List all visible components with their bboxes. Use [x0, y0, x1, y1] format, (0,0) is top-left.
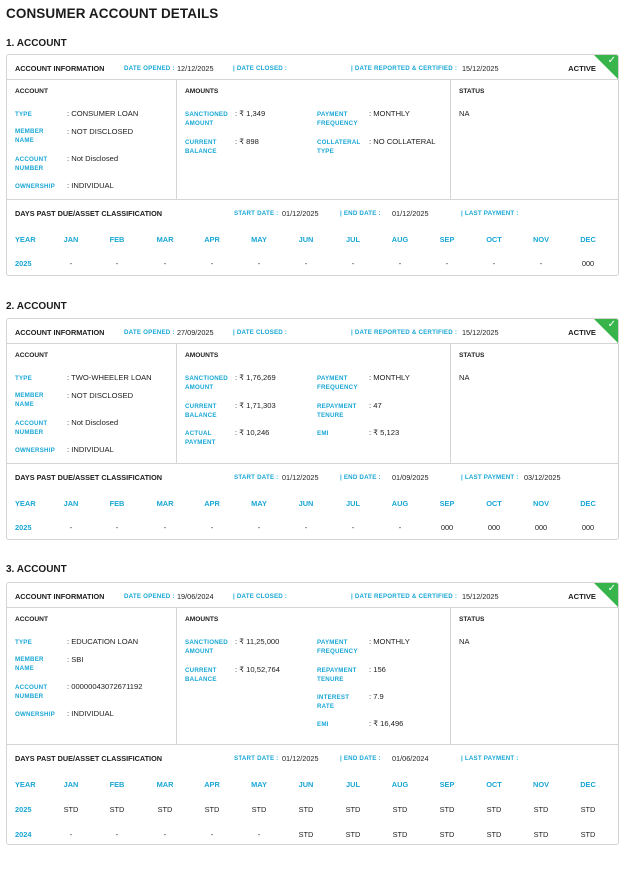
check-icon: ✓	[607, 55, 616, 66]
account-number-value: : Not Disclosed	[67, 418, 119, 427]
month-header-jul: JUL	[346, 235, 360, 244]
payment-frequency-value: : MONTHLY	[369, 109, 410, 118]
date-opened-label: DATE OPENED :	[124, 593, 175, 600]
sanctioned-amount-label: SANCTIONED AMOUNT	[185, 111, 228, 127]
month-header-may: MAY	[251, 235, 267, 244]
ownership-value: : INDIVIDUAL	[67, 709, 114, 718]
dpd-cell: STD	[345, 830, 361, 839]
date-reported-value: 15/12/2025	[462, 328, 499, 337]
date-closed-label: | DATE CLOSED :	[233, 593, 288, 600]
emi-label: EMI	[317, 430, 329, 437]
month-header-oct: OCT	[486, 499, 502, 508]
month-header-oct: OCT	[486, 235, 502, 244]
month-header-jan: JAN	[63, 235, 79, 244]
date-closed-label: | DATE CLOSED :	[233, 329, 288, 336]
account-column-head: ACCOUNT	[15, 352, 48, 359]
check-icon: ✓	[607, 319, 616, 330]
member-name-label: MEMBER NAME	[15, 128, 44, 144]
year-header: YEAR	[15, 499, 36, 508]
date-reported-value: 15/12/2025	[462, 592, 499, 601]
current-balance-label: CURRENT BALANCE	[185, 403, 217, 419]
dpd-cell: -	[69, 259, 73, 268]
dpd-cell: STD	[204, 805, 220, 814]
emi-value: : ₹ 5,123	[369, 428, 400, 437]
month-header-sep: SEP	[439, 499, 455, 508]
dpd-cell: -	[210, 259, 214, 268]
status-column-head: STATUS	[459, 88, 485, 95]
end-date-value: 01/06/2024	[392, 754, 429, 763]
account-information-label: ACCOUNT INFORMATION	[15, 592, 105, 601]
dpd-cell: STD	[486, 830, 502, 839]
member-name-value: : NOT DISCLOSED	[67, 127, 134, 136]
account-details	[7, 80, 618, 200]
current-balance-label: CURRENT BALANCE	[185, 139, 217, 155]
dpd-cell: -	[257, 830, 261, 839]
ownership-value: : INDIVIDUAL	[67, 445, 114, 454]
payment-frequency-label: PAYMENT FREQUENCY	[317, 639, 358, 655]
dpd-cell: STD	[439, 805, 455, 814]
account-card-2	[6, 318, 619, 540]
account-column	[7, 80, 177, 199]
payment-frequency-label: PAYMENT FREQUENCY	[317, 111, 358, 127]
account-number-label: ACCOUNT NUMBER	[15, 684, 48, 700]
member-name-label: MEMBER NAME	[15, 392, 44, 408]
dpd-cell: -	[445, 259, 449, 268]
dpd-cell: -	[351, 259, 355, 268]
status-badge: ACTIVE	[568, 592, 596, 601]
dpd-header-row	[7, 464, 618, 489]
date-opened-value: 27/09/2025	[177, 328, 214, 337]
month-header-feb: FEB	[109, 235, 125, 244]
repayment-tenure-label: REPAYMENT TENURE	[317, 403, 357, 419]
sanctioned-amount-label: SANCTIONED AMOUNT	[185, 375, 228, 391]
sanctioned-amount-value: : ₹ 11,25,000	[235, 637, 280, 646]
dpd-cell: -	[398, 523, 402, 532]
account-column-head: ACCOUNT	[15, 616, 48, 623]
dpd-cell: -	[115, 830, 119, 839]
year-2024: 2024	[15, 830, 32, 839]
sanctioned-amount-value: : ₹ 1,76,269	[235, 373, 276, 382]
account-number-value: : Not Disclosed	[67, 154, 119, 163]
month-header-sep: SEP	[439, 780, 455, 789]
status-column	[450, 344, 619, 463]
account-information-row	[7, 55, 618, 80]
dpd-cell: -	[210, 523, 214, 532]
month-header-sep: SEP	[439, 235, 455, 244]
date-reported-label: | DATE REPORTED & CERTIFIED :	[351, 329, 458, 336]
dpd-cell: -	[398, 259, 402, 268]
last-payment-label: | LAST PAYMENT :	[461, 755, 519, 762]
emi-value: : ₹ 16,496	[369, 719, 404, 728]
dpd-cell: -	[115, 259, 119, 268]
dpd-label: DAYS PAST DUE/ASSET CLASSIFICATION	[15, 209, 163, 218]
account-information-label: ACCOUNT INFORMATION	[15, 64, 105, 73]
dpd-cell: -	[163, 259, 167, 268]
last-payment-value: 03/12/2025	[524, 473, 561, 482]
month-header-jul: JUL	[346, 780, 360, 789]
last-payment-label: | LAST PAYMENT :	[461, 474, 519, 481]
member-name-value: : SBI	[67, 655, 84, 664]
member-name-label: MEMBER NAME	[15, 656, 44, 672]
amounts-column	[176, 344, 450, 463]
month-header-apr: APR	[204, 780, 220, 789]
dpd-cell: STD	[533, 830, 549, 839]
dpd-cell: -	[115, 523, 119, 532]
dpd-cell: 000	[534, 523, 548, 532]
dpd-cell: STD	[439, 830, 455, 839]
dpd-cell: -	[539, 259, 543, 268]
dpd-cell: STD	[157, 805, 173, 814]
dpd-cell: STD	[533, 805, 549, 814]
start-date-label: START DATE :	[234, 755, 279, 762]
date-opened-label: DATE OPENED :	[124, 329, 175, 336]
end-date-value: 01/09/2025	[392, 473, 429, 482]
month-header-jan: JAN	[63, 499, 79, 508]
month-header-jun: JUN	[298, 780, 314, 789]
month-header-apr: APR	[204, 499, 220, 508]
account-column	[7, 344, 177, 463]
status-value: NA	[459, 373, 470, 382]
account-card-3	[6, 582, 619, 845]
dpd-cell: -	[351, 523, 355, 532]
current-balance-label: CURRENT BALANCE	[185, 667, 217, 683]
type-label: TYPE	[15, 111, 32, 118]
date-reported-value: 15/12/2025	[462, 64, 499, 73]
account-information-label: ACCOUNT INFORMATION	[15, 328, 105, 337]
end-date-label: | END DATE :	[340, 474, 381, 481]
status-column	[450, 608, 619, 744]
start-date-value: 01/12/2025	[282, 473, 319, 482]
dpd-cell: STD	[109, 805, 125, 814]
dpd-cell: STD	[345, 805, 361, 814]
status-value: NA	[459, 637, 470, 646]
account-details	[7, 608, 618, 745]
section-title-account-1: 1. ACCOUNT	[6, 38, 67, 49]
status-value: NA	[459, 109, 470, 118]
status-column-head: STATUS	[459, 352, 485, 359]
month-header-nov: NOV	[532, 780, 549, 789]
actual-payment-label: ACTUAL PAYMENT	[185, 430, 216, 446]
dpd-cell: STD	[298, 805, 314, 814]
dpd-cell: -	[304, 523, 308, 532]
month-header-dec: DEC	[580, 499, 596, 508]
dpd-cell: STD	[63, 805, 79, 814]
year-header: YEAR	[15, 235, 36, 244]
repayment-tenure-value: : 47	[369, 401, 382, 410]
member-name-value: : NOT DISCLOSED	[67, 391, 134, 400]
type-value: : EDUCATION LOAN	[67, 637, 139, 646]
dpd-cell: STD	[486, 805, 502, 814]
payment-frequency-value: : MONTHLY	[369, 637, 410, 646]
year-2025: 2025	[15, 259, 32, 268]
month-header-aug: AUG	[391, 780, 409, 789]
dpd-cell: -	[257, 259, 261, 268]
amounts-column-head: AMOUNTS	[185, 616, 219, 623]
dpd-cell: 000	[581, 259, 595, 268]
dpd-header-row	[7, 745, 618, 770]
amounts-column	[176, 80, 450, 199]
month-header-may: MAY	[251, 499, 267, 508]
repayment-tenure-value: : 156	[369, 665, 386, 674]
status-column-head: STATUS	[459, 616, 485, 623]
collateral-type-label: COLLATERAL TYPE	[317, 139, 361, 155]
dpd-label: DAYS PAST DUE/ASSET CLASSIFICATION	[15, 754, 163, 763]
ownership-label: OWNERSHIP	[15, 447, 55, 454]
current-balance-value: : ₹ 898	[235, 137, 259, 146]
month-header-aug: AUG	[391, 235, 409, 244]
date-closed-label: | DATE CLOSED :	[233, 65, 288, 72]
year-header: YEAR	[15, 780, 36, 789]
month-header-jun: JUN	[298, 235, 314, 244]
month-header-jun: JUN	[298, 499, 314, 508]
dpd-cell: 000	[440, 523, 454, 532]
year-2025: 2025	[15, 805, 32, 814]
month-header-feb: FEB	[109, 780, 125, 789]
start-date-label: START DATE :	[234, 210, 279, 217]
emi-label: EMI	[317, 721, 329, 728]
page-title: CONSUMER ACCOUNT DETAILS	[6, 6, 219, 21]
dpd-cell: -	[492, 259, 496, 268]
collateral-type-value: : NO COLLATERAL	[369, 137, 436, 146]
date-reported-label: | DATE REPORTED & CERTIFIED :	[351, 593, 458, 600]
dpd-cell: -	[69, 523, 73, 532]
account-column	[7, 608, 177, 744]
ownership-value: : INDIVIDUAL	[67, 181, 114, 190]
payment-frequency-label: PAYMENT FREQUENCY	[317, 375, 358, 391]
dpd-cell: STD	[251, 805, 267, 814]
month-header-aug: AUG	[391, 499, 409, 508]
section-title-account-3: 3. ACCOUNT	[6, 564, 67, 575]
check-icon: ✓	[607, 583, 616, 594]
year-2025: 2025	[15, 523, 32, 532]
dpd-cell: 000	[487, 523, 501, 532]
end-date-label: | END DATE :	[340, 755, 381, 762]
last-payment-label: | LAST PAYMENT :	[461, 210, 519, 217]
payment-frequency-value: : MONTHLY	[369, 373, 410, 382]
current-balance-value: : ₹ 10,52,764	[235, 665, 280, 674]
sanctioned-amount-value: : ₹ 1,349	[235, 109, 266, 118]
account-column-head: ACCOUNT	[15, 88, 48, 95]
account-number-label: ACCOUNT NUMBER	[15, 156, 48, 172]
month-header-may: MAY	[251, 780, 267, 789]
type-label: TYPE	[15, 375, 32, 382]
month-header-feb: FEB	[109, 499, 125, 508]
interest-rate-value: : 7.9	[369, 692, 384, 701]
dpd-cell: -	[163, 523, 167, 532]
dpd-cell: STD	[580, 830, 596, 839]
month-header-nov: NOV	[532, 499, 549, 508]
end-date-value: 01/12/2025	[392, 209, 429, 218]
dpd-label: DAYS PAST DUE/ASSET CLASSIFICATION	[15, 473, 163, 482]
dpd-cell: -	[210, 830, 214, 839]
month-header-mar: MAR	[156, 780, 174, 789]
dpd-cell: STD	[392, 805, 408, 814]
interest-rate-label: INTEREST RATE	[317, 694, 350, 710]
repayment-tenure-label: REPAYMENT TENURE	[317, 667, 357, 683]
dpd-cell: STD	[580, 805, 596, 814]
amounts-column	[176, 608, 450, 744]
date-opened-value: 12/12/2025	[177, 64, 214, 73]
status-badge: ACTIVE	[568, 328, 596, 337]
ownership-label: OWNERSHIP	[15, 183, 55, 190]
sanctioned-amount-label: SANCTIONED AMOUNT	[185, 639, 228, 655]
status-column	[450, 80, 619, 199]
account-information-row	[7, 319, 618, 344]
date-opened-value: 19/06/2024	[177, 592, 214, 601]
month-header-dec: DEC	[580, 235, 596, 244]
start-date-value: 01/12/2025	[282, 754, 319, 763]
type-label: TYPE	[15, 639, 32, 646]
current-balance-value: : ₹ 1,71,303	[235, 401, 276, 410]
amounts-column-head: AMOUNTS	[185, 88, 219, 95]
month-header-jan: JAN	[63, 780, 79, 789]
account-information-row	[7, 583, 618, 608]
dpd-cell: -	[163, 830, 167, 839]
date-opened-label: DATE OPENED :	[124, 65, 175, 72]
dpd-header-row	[7, 200, 618, 225]
dpd-cell: STD	[392, 830, 408, 839]
start-date-value: 01/12/2025	[282, 209, 319, 218]
dpd-cell: -	[257, 523, 261, 532]
month-header-nov: NOV	[532, 235, 549, 244]
date-reported-label: | DATE REPORTED & CERTIFIED :	[351, 65, 458, 72]
account-card-1	[6, 54, 619, 276]
account-number-value: : 00000043072671192	[67, 682, 143, 691]
status-badge: ACTIVE	[568, 64, 596, 73]
section-title-account-2: 2. ACCOUNT	[6, 301, 67, 312]
month-header-oct: OCT	[486, 780, 502, 789]
dpd-cell: -	[69, 830, 73, 839]
dpd-cell: STD	[298, 830, 314, 839]
type-value: : CONSUMER LOAN	[67, 109, 139, 118]
month-header-dec: DEC	[580, 780, 596, 789]
account-number-label: ACCOUNT NUMBER	[15, 420, 48, 436]
month-header-mar: MAR	[156, 499, 174, 508]
actual-payment-value: : ₹ 10,246	[235, 428, 270, 437]
ownership-label: OWNERSHIP	[15, 711, 55, 718]
dpd-cell: -	[304, 259, 308, 268]
dpd-cell: 000	[581, 523, 595, 532]
start-date-label: START DATE :	[234, 474, 279, 481]
amounts-column-head: AMOUNTS	[185, 352, 219, 359]
type-value: : TWO-WHEELER LOAN	[67, 373, 152, 382]
account-details	[7, 344, 618, 464]
end-date-label: | END DATE :	[340, 210, 381, 217]
month-header-jul: JUL	[346, 499, 360, 508]
month-header-mar: MAR	[156, 235, 174, 244]
month-header-apr: APR	[204, 235, 220, 244]
